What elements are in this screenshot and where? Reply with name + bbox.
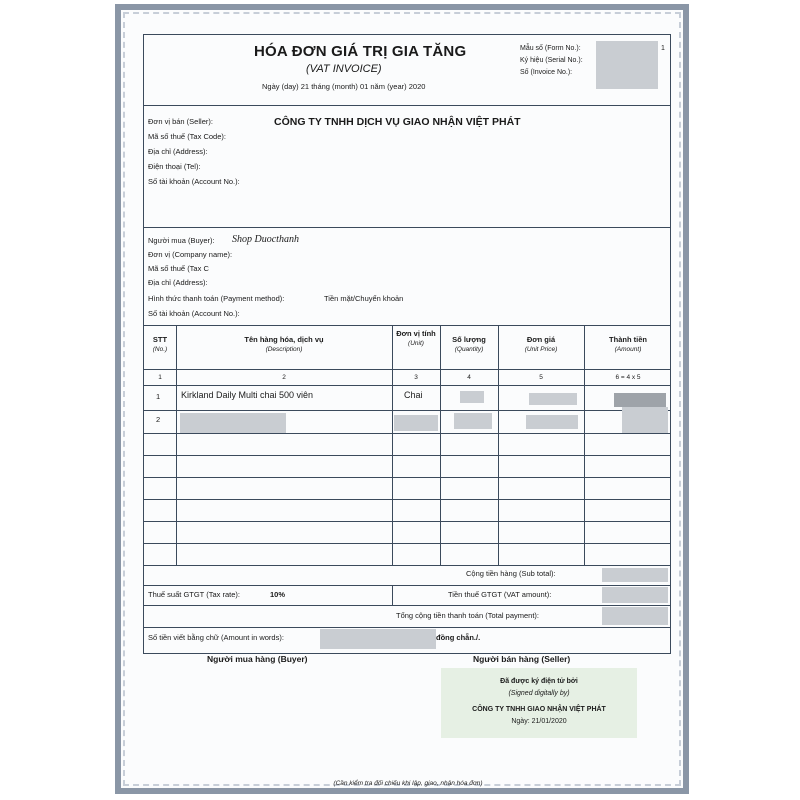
amount-in-words-suffix: đồng chẵn./. — [436, 633, 481, 642]
row-border — [144, 385, 670, 386]
header-description: Tên hàng hóa, dịch vụ (Description) — [244, 335, 324, 353]
buyer-name: Shop Duocthanh — [232, 234, 299, 245]
redacted-quantity — [454, 413, 492, 429]
digital-signature-stamp — [441, 668, 637, 738]
header-amount: Thành tiền (Amount) — [609, 335, 647, 353]
table-bottom-border — [144, 565, 670, 566]
row-border — [144, 543, 670, 544]
footer-note: (Cần kiểm tra đối chiếu khi lập, giao, nhận hóa đơn) — [333, 780, 483, 787]
invoice-sheet — [115, 4, 689, 794]
tax-rate-label: Thuế suất GTGT (Tax rate): — [148, 590, 240, 599]
row-1-no: 1 — [156, 392, 161, 401]
redacted-unit-price — [526, 415, 578, 429]
invoice-subtitle: (VAT INVOICE) — [306, 63, 382, 75]
col-number: 6 = 4 x 5 — [615, 374, 641, 381]
buyer-label: Người mua (Buyer): — [148, 236, 215, 245]
signing-company: CÔNG TY TNHH GIAO NHẬN VIỆT PHÁT — [472, 706, 606, 713]
row-1-description: Kirkland Daily Multi chai 500 viên — [181, 390, 314, 400]
buyer-tax-code-label: Mã số thuế (Tax C — [148, 264, 209, 273]
row-1-unit: Chai — [404, 390, 423, 400]
divider — [144, 227, 670, 228]
buyer-address-label: Địa chỉ (Address): — [148, 278, 208, 287]
total-payment-label: Tổng cộng tiền thanh toán (Total payment): — [396, 611, 540, 620]
header-bottom-border — [144, 369, 670, 370]
seller-label: Đơn vị bán (Seller): — [148, 117, 213, 126]
row-border — [144, 499, 670, 500]
row-border — [144, 433, 670, 434]
vat-amount-label: Tiền thuế GTGT (VAT amount): — [448, 590, 552, 599]
buyer-signature-title: Người mua hàng (Buyer) — [207, 654, 308, 664]
row-border — [144, 477, 670, 478]
redacted-subtotal — [602, 568, 668, 582]
divider — [144, 105, 670, 106]
form-no-suffix: 1 — [661, 45, 665, 52]
col-number: 1 — [158, 374, 162, 381]
row-border — [144, 521, 670, 522]
redacted-quantity — [460, 391, 484, 403]
payment-method-label: Hình thức thanh toán (Payment method): — [148, 294, 285, 303]
amount-in-words-label: Số tiền viết bằng chữ (Amount in words): — [148, 633, 284, 642]
col-number: 3 — [414, 374, 418, 381]
signed-date: Ngày: 21/01/2020 — [511, 718, 567, 725]
redacted-invoice-ids — [596, 41, 658, 89]
redacted-description — [180, 413, 286, 433]
header-quantity: Số lượng (Quantity) — [452, 335, 486, 353]
buyer-account-label: Số tài khoản (Account No.): — [148, 309, 240, 318]
col-number: 2 — [282, 374, 286, 381]
invoice-title: HÓA ĐƠN GIÁ TRỊ GIA TĂNG — [254, 43, 467, 60]
invoice-no-label: Số (Invoice No.): — [520, 69, 573, 76]
seller-phone-label: Điện thoại (Tel): — [148, 162, 201, 171]
col-divider — [498, 325, 499, 565]
col-number: 4 — [467, 374, 471, 381]
col-divider — [392, 325, 393, 565]
col-divider — [176, 325, 177, 565]
seller-address-label: Địa chỉ (Address): — [148, 147, 208, 156]
header-unit-price: Đơn giá (Unit Price) — [524, 335, 558, 353]
payment-method-value: Tiền mặt/Chuyển khoản — [324, 294, 404, 303]
row-border — [144, 410, 670, 411]
row-2-no: 2 — [156, 415, 161, 424]
serial-label: Ký hiệu (Serial No.): — [520, 57, 583, 64]
seller-signature-title: Người bán hàng (Seller) — [473, 654, 571, 664]
invoice-date: Ngày (day) 21 tháng (month) 01 năm (year) 2020 — [262, 82, 426, 91]
form-no-label: Mẫu số (Form No.): — [520, 45, 581, 52]
seller-name: CÔNG TY TNHH DỊCH VỤ GIAO NHẬN VIỆT PHÁT — [274, 116, 521, 128]
subtotal-label: Cộng tiền hàng (Sub total): — [466, 569, 556, 578]
redacted-unit — [394, 415, 438, 431]
signed-by-text: Đã được ký điện tử bởi — [500, 678, 578, 685]
signed-by-en-text: (Signed digitally by) — [508, 690, 570, 697]
row-border — [144, 605, 670, 606]
redacted-amount-in-words — [320, 629, 436, 649]
seller-tax-code-label: Mã số thuế (Tax Code): — [148, 132, 226, 141]
col-divider — [440, 325, 441, 565]
row-border — [144, 585, 670, 586]
table-top-border — [144, 325, 670, 326]
col-divider — [584, 325, 585, 565]
redacted-amount — [614, 393, 666, 407]
seller-account-label: Số tài khoản (Account No.): — [148, 177, 240, 186]
buyer-company-label: Đơn vị (Company name): — [148, 250, 233, 259]
row-border — [144, 627, 670, 628]
row-border — [144, 455, 670, 456]
col-divider — [392, 585, 393, 605]
redacted-amount — [622, 407, 668, 433]
redacted-unit-price — [529, 393, 577, 405]
invoice-frame — [143, 34, 671, 654]
header-unit: Đơn vị tính (Unit) — [396, 329, 436, 347]
header-no: STT (No.) — [152, 335, 168, 353]
tax-rate-value: 10% — [270, 590, 286, 599]
redacted-vat-amount — [602, 587, 668, 603]
redacted-total — [602, 607, 668, 625]
col-number: 5 — [539, 374, 543, 381]
